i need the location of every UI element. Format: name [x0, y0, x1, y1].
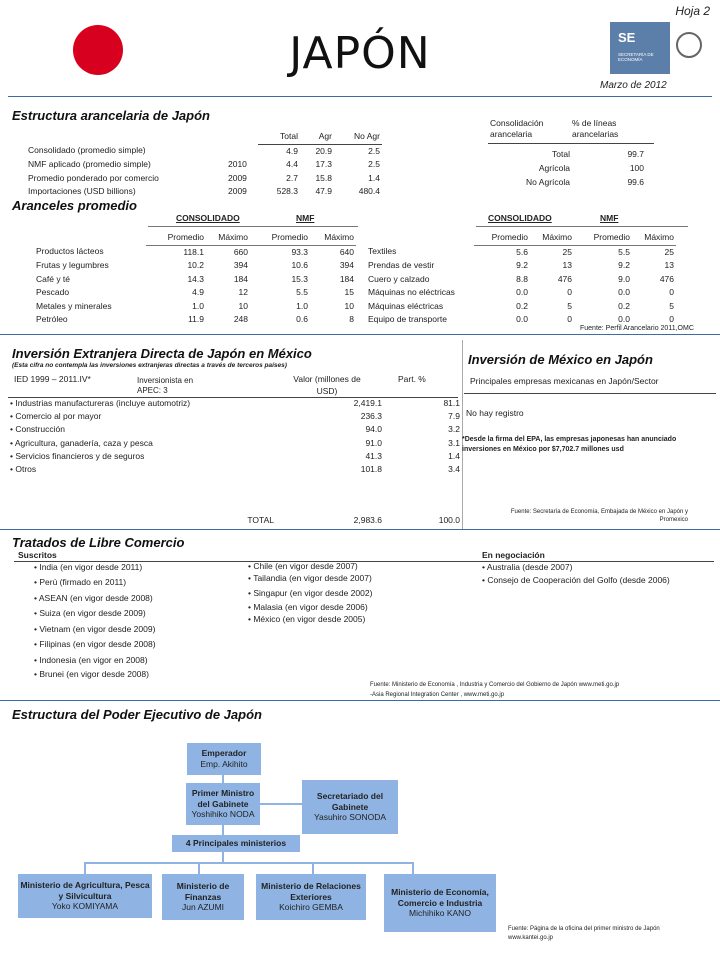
list-item: • Malasia (en vigor desde 2006) [248, 602, 368, 612]
table-row: Máquinas no eléctricas 0.0 0 0.0 0 [368, 287, 674, 297]
tlc-col2 [248, 562, 448, 624]
table-row: Petróleo 11.9 248 0.6 8 [36, 314, 354, 324]
avg-table-left: Promedio Máximo Promedio Máximo Productos lácteos 118.1 660 93.3 640 Frutas y legumbres 10.2 394 10.6 394 Café y té 14.3 184 15.3 184 Pescado 4.9 12 5.5 15 Metales y minerales 1.0 10 1.0 10 Petróleo 11.9 248 0.6 8 [34, 231, 356, 327]
table-row: Promedio ponderado por comercio 2009 2.7 15.8 1.4 [28, 172, 380, 183]
list-item: • Suiza (en vigor desde 2009) [34, 608, 146, 619]
fdi-table [8, 397, 462, 476]
avg-header-right: CONSOLIDADO NMF [476, 213, 688, 227]
list-item: • Indonesia (en vigor en 2008) [34, 654, 148, 665]
fdi-col1: IED 1999 – 2011.IV* [14, 374, 91, 384]
org-source: Fuente: Página de la oficina del primer ministro de Japón www.kantei.go.jp [508, 926, 660, 941]
table-row: Máquinas eléctricas 0.2 5 0.2 5 [368, 300, 674, 311]
table-row: Total 99.7 [552, 149, 644, 159]
mx-no-record: No hay registro [466, 408, 524, 418]
tlc-negociacion: En negociación [482, 550, 545, 560]
list-item: • Perú (firmado en 2011) [34, 577, 127, 587]
avg-title: Aranceles promedio [12, 198, 137, 213]
mx-title: Inversión de México en Japón [468, 352, 653, 367]
consolidation-head-2: % de líneas arancelarias [572, 118, 619, 140]
avg-source: Fuente: Perfil Arancelario 2011,OMC [580, 325, 694, 332]
list-item: • Brunei (en vigor desde 2008) [34, 668, 149, 679]
mx-subtitle: Principales empresas mexicanas en Japón/Sector [470, 376, 659, 386]
table-row: Productos lácteos 118.1 660 93.3 640 [36, 246, 354, 257]
list-item: • Chile (en vigor desde 2007) [248, 561, 358, 571]
tariff-table: Total Agr No Agr Consolidado (promedio simple) 4.9 20.9 2.5 NMF aplicado (promedio simple) 2010 4.4 17.3 2.5 Promedio ponderado por comercio 2009 2.7 15.8 1.4 Importaciones (USD billions) 2009 528.3 47.9 480.4 [26, 130, 382, 199]
org-four-ministries: 4 Principales ministerios [172, 835, 300, 852]
table-row: Frutas y legumbres 10.2 394 10.6 394 [36, 260, 354, 270]
consolidation-table [488, 147, 646, 189]
table-row: No Agrícola 99.6 [526, 177, 644, 187]
org-secretariat: Secretariado del Gabinete Yasuhiro SONODA [302, 780, 398, 834]
tlc-title: Tratados de Libre Comercio [12, 535, 185, 550]
table-row: • Industrias manufactureras (incluye automotriz) 2,419.1 81.1 [10, 398, 460, 408]
fdi-col3: Valor (millones de USD) [293, 374, 361, 396]
fdi-col4: Part. % [398, 374, 426, 384]
table-row: • Comercio al por mayor 236.3 7.9 [10, 411, 460, 422]
org-prime-minister: Primer Ministro del Gabinete Yoshihiko NODA [186, 783, 260, 825]
se-logo-subtext: SECRETARÍA DE ECONOMÍA [618, 52, 654, 63]
table-row: Consolidado (promedio simple) 4.9 20.9 2.5 [28, 145, 380, 156]
date: Marzo de 2012 [600, 80, 667, 91]
tlc-col1 [34, 563, 234, 679]
table-row: • Otros 101.8 3.4 [10, 464, 460, 475]
org-ministry-finance: Ministerio de Finanzas Jun AZUMI [162, 874, 244, 920]
list-item: • Tailandia (en vigor desde 2007) [248, 573, 372, 583]
table-row: Importaciones (USD billions) 2009 528.3 47.9 480.4 [28, 186, 380, 196]
table-row: Pescado 4.9 12 5.5 15 [36, 287, 354, 297]
table-row: Equipo de transporte 0.0 0 0.0 0 [368, 314, 674, 324]
list-item: • India (en vigor desde 2011) [34, 562, 143, 572]
list-item: • ASEAN (en vigor desde 2008) [34, 592, 153, 603]
table-row: Cuero y calzado 8.8 476 9.0 476 [368, 273, 674, 284]
list-item: • Consejo de Cooperación del Golfo (desde 2006) [482, 575, 670, 585]
tlc-col3 [482, 563, 702, 587]
mx-note: *Desde la firma del EPA, las empresas japonesas han anunciado inversiones en México por $7,702.7 millones usd [462, 436, 677, 454]
se-logo [610, 22, 706, 74]
org-ministry-foreign: Ministerio de Relaciones Exteriores Koichiro GEMBA [256, 874, 366, 920]
fdi-col2: Inversionista en APEC: 3 [137, 376, 194, 395]
table-row: Prendas de vestir 9.2 13 9.2 13 [368, 260, 674, 270]
org-title: Estructura del Poder Ejecutivo de Japón [12, 707, 262, 722]
table-row: Agrícola 100 [538, 163, 644, 173]
table-row: NMF aplicado (promedio simple) 2010 4.4 17.3 2.5 [28, 159, 380, 169]
org-emperor: Emperador Emp. Akihito [187, 743, 261, 775]
list-item: • Vietnam (en vigor desde 2009) [34, 623, 156, 634]
fdi-title: Inversión Extranjera Directa de Japón en México [12, 346, 312, 361]
list-item: • México (en vigor desde 2005) [248, 614, 366, 624]
table-row: Café y té 14.3 184 15.3 184 [36, 273, 354, 284]
list-item: • Singapur (en vigor desde 2002) [248, 587, 373, 598]
consolidation-head-1: Consolidación arancelaria [490, 118, 544, 140]
coat-of-arms-icon [676, 32, 702, 58]
mx-source: Fuente: Secretaría de Economía, Embajada de México en Japón y Promexico [510, 509, 688, 524]
org-ministry-economy: Ministerio de Economía, Comercio e Industria Michihiko KANO [384, 874, 496, 932]
org-ministry-agriculture: Ministerio de Agricultura, Pesca y Silvicultura Yoko KOMIYAMA [18, 874, 152, 918]
table-row: • Servicios financieros y de seguros 41.3 1.4 [10, 450, 460, 461]
page-title: JAPÓN [289, 28, 431, 79]
tlc-suscritos: Suscritos [18, 550, 57, 560]
list-item: • Filipinas (en vigor desde 2008) [34, 639, 156, 650]
table-row: • Agricultura, ganadería, caza y pesca 91.0 3.1 [10, 437, 460, 448]
page-number: Hoja 2 [675, 4, 710, 18]
list-item: • Australia (desde 2007) [482, 562, 573, 572]
table-row: Metales y minerales 1.0 10 1.0 10 [36, 300, 354, 311]
avg-header-left: CONSOLIDADO NMF [148, 213, 358, 227]
tlc-source-2: -Asia Regional Integration Center , www.meti.go.jp [370, 692, 505, 698]
tlc-source-1: Fuente: Ministerio de Economía , Industria y Comercio del Gobierno de Japón www.meti.go.jp [370, 682, 620, 688]
tariff-title: Estructura arancelaria de Japón [12, 108, 210, 123]
table-row: • Construcción 94.0 3.2 [10, 424, 460, 435]
fdi-total-row: TOTAL 2,983.6 100.0 [247, 515, 460, 525]
se-logo-text: SE [618, 30, 636, 45]
avg-table-right: Promedio Máximo Promedio Máximo Textiles 5.6 25 5.5 25 Prendas de vestir 9.2 13 9.2 13 Cuero y calzado 8.8 476 9.0 476 Máquinas no eléctricas 0.0 0 0.0 0 Máquinas eléctricas 0.2 5 0.2 5 Equipo de transporte 0.0 0 0.0 0 [366, 231, 676, 327]
fdi-note: (Esta cifra no contempla las inversiones extranjeras directas a través de terceros países) [12, 362, 287, 369]
table-row: Textiles 5.6 25 5.5 25 [368, 246, 674, 257]
